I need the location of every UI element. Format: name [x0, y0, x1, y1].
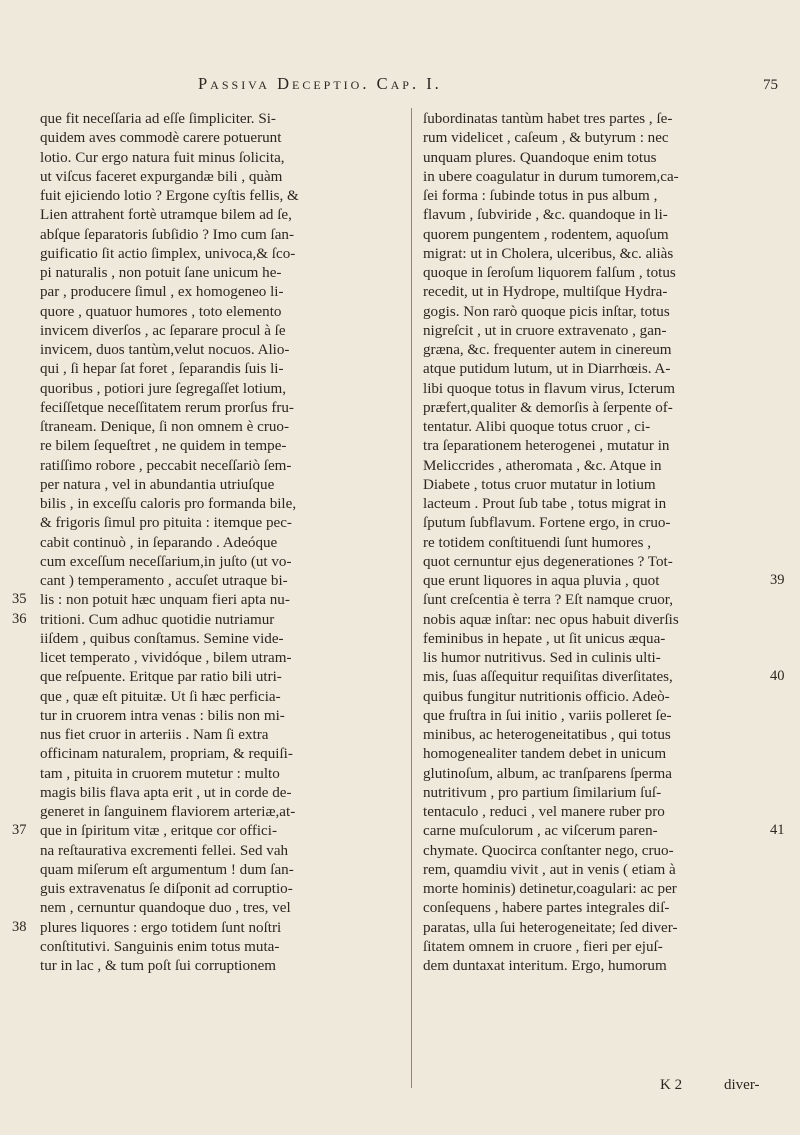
- text-line: ſubordinatas tantùm habet tres partes , ſe-: [423, 111, 673, 127]
- text-line: tra ſeparationem heterogenei , mutatur in: [423, 438, 670, 455]
- page-number: 75: [763, 77, 778, 93]
- text-line: que in ſpiritum vitæ , eritque cor offici-: [40, 823, 277, 840]
- text-line: libi quoque totus in flavum virus, Icterum: [423, 380, 675, 397]
- text-line: que fruſtra in ſui initio , variis polleret ſe-: [423, 707, 672, 724]
- running-title: Passiva Deceptio. Cap. I.: [198, 74, 442, 93]
- text-line: cant ) temperamento , accuſet utraque bi-: [40, 573, 288, 589]
- text-line: conſtitutivi. Sanguinis enim totus muta-: [40, 938, 280, 955]
- text-line: re bilem ſequeſtret , ne quidem in tempe-: [40, 438, 287, 455]
- text-line: invicem diverſos , ac ſeparare procul à ſe: [40, 322, 286, 339]
- text-line: que fit neceſſaria ad eſſe ſimpliciter. Si-: [40, 111, 276, 127]
- text-line: mis, ſuas aſſequitur requiſitas diverſitates,: [423, 669, 673, 686]
- catchword: diver-: [724, 1077, 760, 1093]
- column-divider: [411, 108, 412, 1088]
- text-line: conſequens , habere partes integrales diſ-: [423, 900, 670, 917]
- text-line: guificatio ſit actio ſimplex, univoca,& ſco-: [40, 245, 296, 262]
- text-line: lacteum . Prout ſub tabe , totus migrat in: [423, 496, 667, 512]
- text-line: plures liquores : ergo totidem ſunt noſtri: [40, 919, 282, 936]
- text-line: officinam naturalem, propriam, & requiſi-: [40, 746, 293, 763]
- margin-line-number: 37: [12, 822, 27, 839]
- text-line: nigreſcit , ut in cruore extravenato , gan-: [423, 322, 667, 339]
- text-line: tur in cruorem intra venas : bilis non mi-: [40, 707, 285, 724]
- text-line: unquam plures. Quandoque enim totus: [423, 149, 657, 166]
- text-line: qui , ſi hepar ſat foret , ſeparandis ſuis li-: [40, 361, 284, 378]
- text-line: flavum , ſubviride , &c. quandoque in li-: [423, 207, 668, 224]
- text-line: græna, &c. frequenter autem in cinereum: [423, 342, 672, 358]
- text-line: quore , quatuor humores , toto elemento: [40, 303, 282, 320]
- text-line: lis : non potuit hæc unquam fieri apta nu-: [40, 592, 290, 609]
- text-line: migrat: ut in Cholera, ulceribus, &c. aliàs: [423, 245, 674, 262]
- text-line: magis bilis flava apta erit , ut in corde de-: [40, 784, 292, 801]
- text-line: quam miſerum eſt argumentum ! dum ſan-: [40, 861, 294, 878]
- text-line: ſputum ſubflavum. Fortene ergo, in cruo-: [423, 515, 671, 532]
- text-line: ſunt creſcentia è terra ? Eſt namque cruor,: [423, 592, 673, 609]
- text-line: tur in lac , & tum poſt ſui corruptionem: [40, 958, 277, 974]
- text-line: atque putidum lutum, ut in Diarrhœis. A-: [423, 361, 671, 378]
- text-line: dem duntaxat interitum. Ergo, humorum: [423, 958, 667, 974]
- running-header: [198, 74, 778, 98]
- text-line: nutritivum , pro partium ſimilarium ſuſ-: [423, 784, 662, 801]
- text-line: ut viſcus faceret expurgandæ bili , quàm: [40, 168, 283, 185]
- text-line: chymate. Quocirca conſtanter nego, cruo-: [423, 842, 674, 859]
- text-line: nus fiet cruor in arteriis . Nam ſi extra: [40, 727, 269, 743]
- text-line: quidem aves commodè carere potuerunt: [40, 130, 282, 147]
- text-line: invicem, duos tantùm,velut nocuos. Alio-: [40, 342, 290, 358]
- text-line: pi naturalis , non potuit ſane unicum he-: [40, 265, 282, 281]
- text-line: cum exceſſum neceſſarium,in juſto (ut vo-: [40, 553, 292, 570]
- text-line: recedit, ut in Hydrope, multiſque Hydra-: [423, 284, 668, 301]
- right-column: [423, 110, 776, 976]
- text-line: carne muſculorum , ac viſcerum paren-: [423, 823, 658, 840]
- text-line: rum videlicet , caſeum , & butyrum : nec: [423, 130, 669, 147]
- margin-line-number: 39: [770, 572, 785, 588]
- text-line: glutinoſum, album, ac tranſparens ſperma: [423, 765, 672, 782]
- margin-line-number: 38: [12, 918, 27, 935]
- text-line: tritioni. Cum adhuc quotidie nutriamur: [40, 611, 275, 628]
- left-column: [40, 110, 393, 976]
- margin-line-number: 41: [770, 822, 785, 839]
- text-line: Meliccrides , atheromata , &c. Atque in: [423, 457, 662, 474]
- text-line: rem, quamdiu vivit , aut in venis ( etiam à: [423, 861, 676, 878]
- text-line: morte hominis) detinetur,coagulari: ac per: [423, 881, 677, 897]
- text-line: minibus, ac heterogeneitatibus , qui totus: [423, 727, 671, 743]
- margin-line-number: 36: [12, 610, 27, 627]
- margin-line-number: 35: [12, 591, 27, 608]
- text-line: ſtraneam. Denique, ſi non omnem è cruo-: [40, 419, 289, 435]
- text-line: generet in ſanguinem flaviorem arteriæ,at-: [40, 804, 296, 820]
- text-line: nobis aquæ inſtar: nec opus habuit diverſis: [423, 611, 679, 628]
- text-line: fuit ejiciendo lotio ? Ergone cyſtis fellis, &: [40, 188, 299, 204]
- text-line: par , producere ſimul , ex homogeneo li-: [40, 284, 284, 301]
- text-line: præfert,qualiter & demorſis à ſerpente of-: [423, 399, 673, 416]
- signature-mark: K 2: [660, 1077, 683, 1093]
- text-line: ratiſſimo robore , peccabit neceſſariò ſem-: [40, 457, 292, 474]
- text-line: bilis , in exceſſu caloris pro formanda bile,: [40, 496, 297, 512]
- text-line: quoque in ſeroſum liquorem falſum , totus: [423, 265, 676, 281]
- text-line: feciſſetque neceſſitatem rerum prorſus fru-: [40, 399, 294, 416]
- text-line: nem , cernuntur quandoque duo , tres, vel: [40, 900, 291, 917]
- text-line: re totidem conſtituendi ſunt humores ,: [423, 534, 652, 551]
- text-line: ſitatem omnem in cruore , fieri per ejuſ-: [423, 938, 663, 955]
- text-line: Diabete , totus cruor mutatur in lotium: [423, 476, 656, 493]
- text-line: que reſpuente. Eritque par ratio bili utri-: [40, 669, 282, 686]
- text-line: quoribus , potiori jure ſegregaſſet lotium,: [40, 380, 287, 397]
- text-line: & frigoris ſimul pro pituita : itemque pec-: [40, 515, 292, 532]
- text-line: feminibus in hepate , ut ſit unicus æqua-: [423, 630, 666, 647]
- text-line: tam , pituita in cruorem mutetur : multo: [40, 765, 280, 782]
- text-line: quorem pungentem , rodentem, aquoſum: [423, 226, 669, 243]
- text-line: guis extravenatus ſe diſponit ad corruptio-: [40, 881, 293, 897]
- text-line: ſei forma : ſubinde totus in pus album ,: [423, 188, 658, 204]
- text-line: tentatur. Alibi quoque totus cruor , ci-: [423, 419, 651, 435]
- margin-line-number: 40: [770, 668, 785, 685]
- text-line: licet temperato , vividóque , bilem utram-: [40, 650, 292, 666]
- text-line: quibus fungitur nutritionis officio. Adeò-: [423, 688, 670, 705]
- text-line: abſque ſeparatoris ſubſidio ? Imo cum ſan-: [40, 226, 294, 243]
- text-line: tentaculo , reduci , vel manere ruber pro: [423, 804, 665, 820]
- text-line: iiſdem , quibus conſtamus. Semine vide-: [40, 630, 284, 647]
- text-line: paratas, ulla ſui heterogeneitate; ſed diver-: [423, 919, 678, 936]
- text-line: quot cernuntur ejus degenerationes ? Tot-: [423, 553, 673, 570]
- text-line: que , quæ eſt pituitæ. Ut ſi hæc perficia-: [40, 688, 281, 705]
- text-line: lotio. Cur ergo natura fuit minus ſolicita,: [40, 149, 285, 166]
- text-line: cabit continuò , in ſeparando . Adeóque: [40, 534, 278, 551]
- text-line: na reſtaurativa excrementi fellei. Sed vah: [40, 842, 289, 859]
- text-line: que erunt liquores in aqua pluvia , quot: [423, 573, 660, 589]
- text-line: gogis. Non rarò quoque picis inſtar, totus: [423, 303, 670, 320]
- text-line: per natura , vel in abundantia utriuſque: [40, 476, 275, 493]
- text-line: in ubere coagulatur in durum tumorem,ca-: [423, 168, 679, 185]
- text-line: lis humor nutritivus. Sed in culinis ulti-: [423, 650, 661, 666]
- text-line: Lien attrahent fortè utramque bilem ad ſe,: [40, 207, 292, 224]
- text-line: homogenealiter tandem debet in unicum: [423, 746, 667, 763]
